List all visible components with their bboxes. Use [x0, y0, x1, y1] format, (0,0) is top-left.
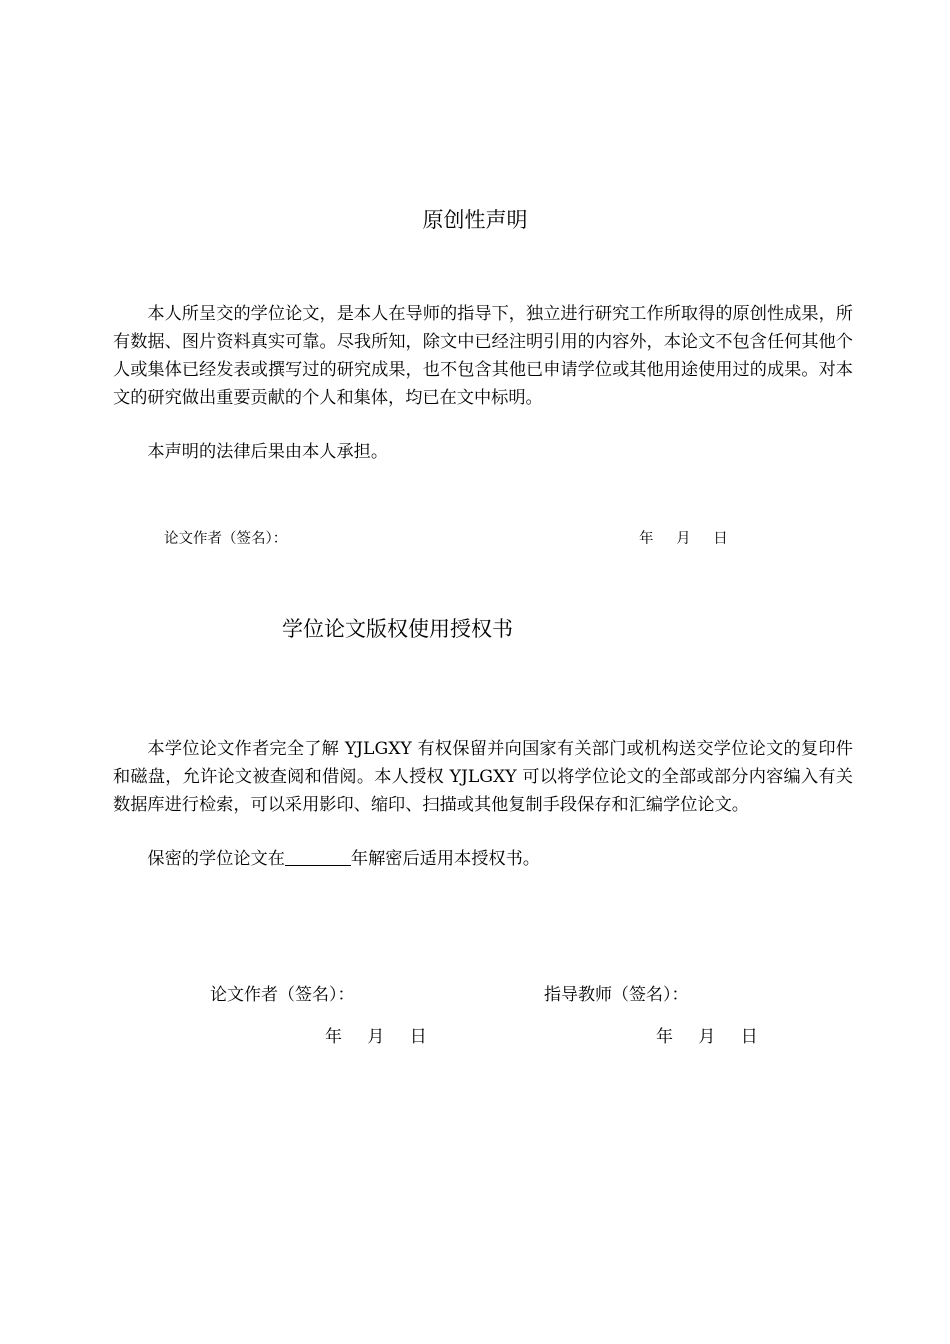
- legal-consequence-paragraph: 本声明的法律后果由本人承担。: [147, 442, 389, 462]
- confidentiality-paragraph: [113, 845, 853, 873]
- originality-title: 原创性声明: [422, 208, 528, 232]
- author-date-label: 年 月 日: [325, 1027, 427, 1047]
- confidentiality-text-after: 年解密后适用本授权书。: [350, 849, 540, 869]
- advisor-date-label: 年 月 日: [656, 1027, 758, 1047]
- author-signature-label-2: 论文作者（签名）：: [210, 985, 355, 1005]
- authorization-title: 学位论文版权使用授权书: [282, 617, 513, 641]
- date-label: 年 月 日: [639, 531, 728, 547]
- author-signature-label: 论文作者（签名）：: [164, 531, 288, 547]
- year-blank-line: [285, 847, 351, 866]
- authorization-paragraph: 本学位论文作者完全了解 YJLGXY 有权保留并向国家有关部门或机构送交学位论文的复印件和磁盘，允许论文被查阅和借阅。本人授权 YJLGXY 可以将学位论文的全部或部分内容编入有关数据库进行检索，可以采用影印、缩印、扫描或其他复制手段保存和汇编学位论文。: [113, 739, 853, 815]
- confidentiality-text-before: 保密的学位论文在: [147, 849, 285, 869]
- advisor-signature-label: 指导教师（签名）：: [544, 985, 689, 1005]
- originality-paragraph: 本人所呈交的学位论文，是本人在导师的指导下，独立进行研究工作所取得的原创性成果，所有数据、图片资料真实可靠。尽我所知，除文中已经注明引用的内容外，本论文不包含任何其他个人或集体已经发表或撰写过的研究成果，也不包含其他已申请学位或其他用途使用过的成果。对本文的研究做出重要贡献的个人和集体，均已在文中标明。: [113, 304, 853, 408]
